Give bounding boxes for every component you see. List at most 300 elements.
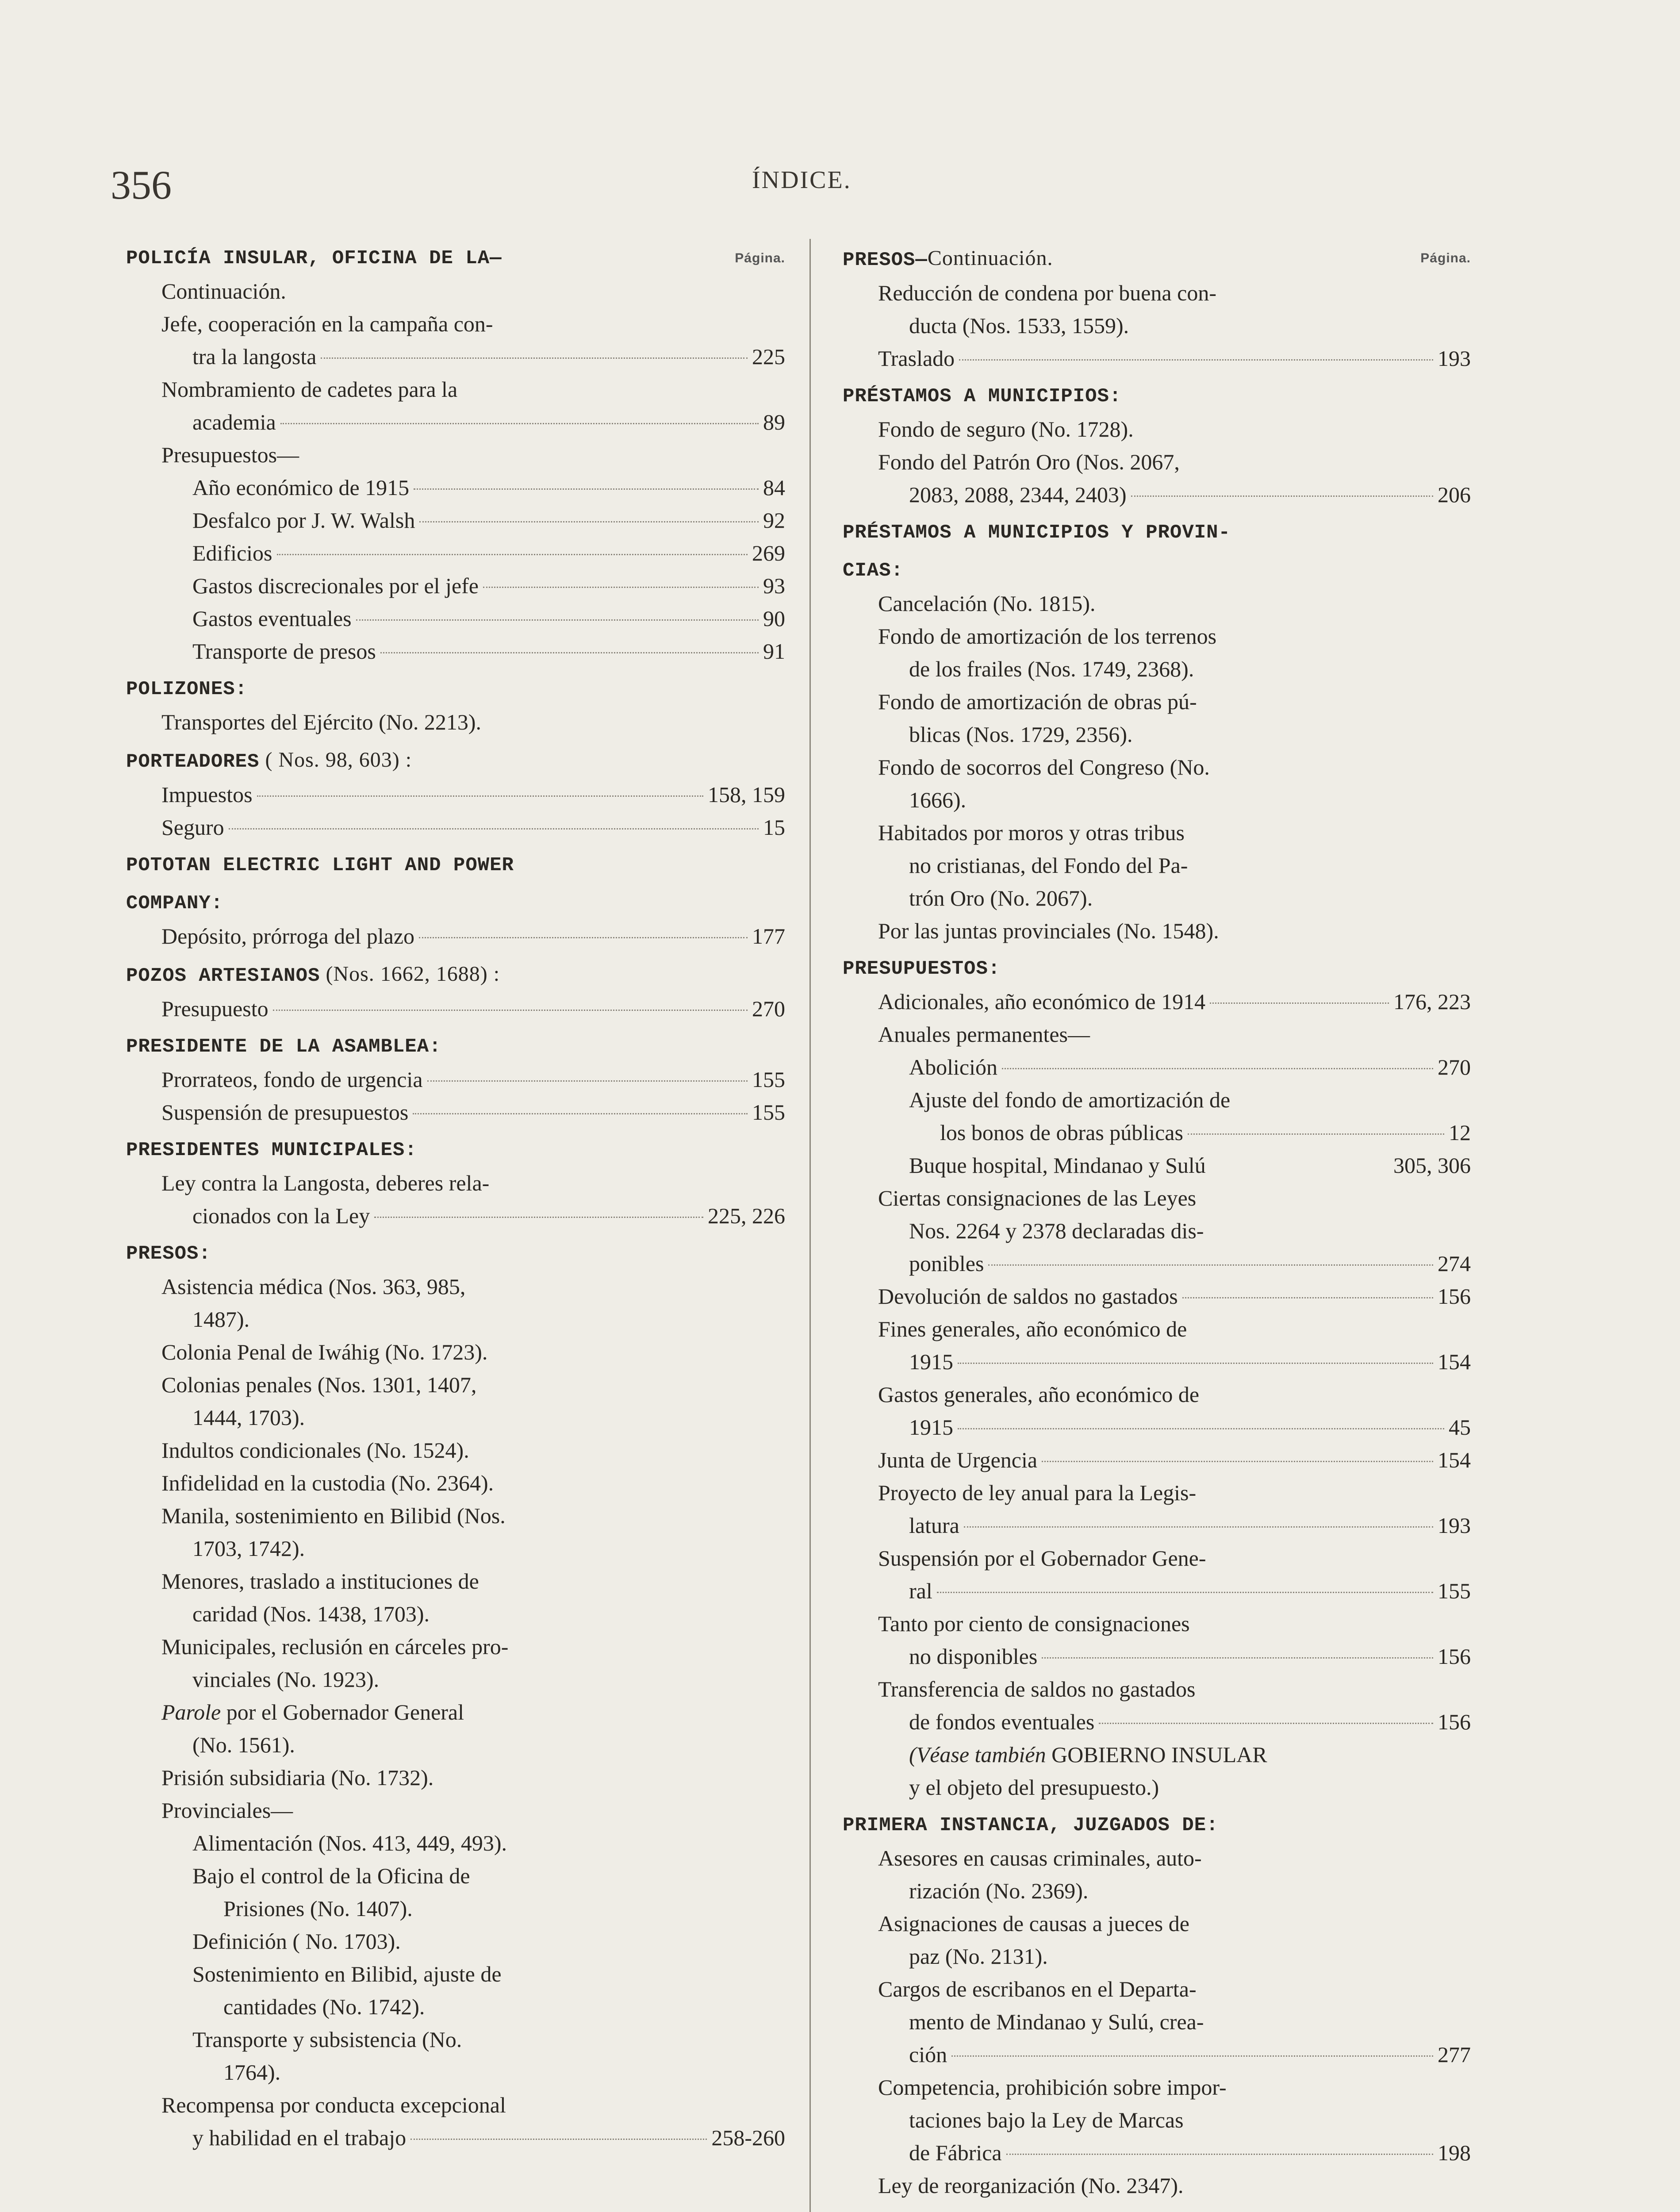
page-reference: 198: [1438, 2140, 1471, 2165]
entry-text: Nombramiento de cadetes para la: [161, 377, 458, 402]
index-subentry: [843, 718, 1471, 751]
entry-text: blicas (Nos. 1729, 2356).: [909, 722, 1133, 747]
index-entry: [843, 478, 1471, 511]
page-reference: 84: [763, 475, 785, 500]
index-subentry: [843, 1673, 1471, 1705]
index-subentry: [843, 1607, 1471, 1640]
index-subentry: [843, 882, 1471, 914]
page-reference: 156: [1438, 1644, 1471, 1669]
entry-text: 1703, 1742).: [192, 1536, 305, 1561]
index-subentry: [126, 1728, 785, 1761]
entry-label: Prorrateos, fondo de urgencia: [161, 1067, 423, 1092]
index-subentry: [843, 2104, 1471, 2136]
index-subentry: [126, 706, 785, 738]
index-heading: [126, 744, 785, 778]
entry-text: Prisiones (No. 1407).: [223, 1896, 413, 1921]
dot-leader: [380, 652, 759, 653]
page-reference: 225, 226: [708, 1203, 785, 1228]
entry-label: Gastos eventuales: [192, 606, 352, 631]
index-subentry: [843, 1771, 1471, 1804]
entry-text: cantidades (No. 1742).: [223, 1994, 425, 2019]
index-subentry: [126, 1958, 785, 1990]
index-subentry: [126, 1303, 785, 1336]
page-reference: 156: [1438, 1709, 1471, 1734]
index-heading: [126, 673, 785, 706]
dot-leader: [1042, 1461, 1433, 1462]
index-entry: [126, 778, 785, 811]
index-subentry: [126, 1598, 785, 1630]
entry-text: Asignaciones de causas a jueces de: [878, 1911, 1189, 1936]
index-subentry: [843, 276, 1471, 309]
index-heading: [126, 849, 785, 882]
index-column-left: [126, 237, 785, 2154]
entry-text: trón Oro (No. 2067).: [909, 886, 1093, 910]
index-subentry: [843, 309, 1471, 342]
dot-leader: [483, 587, 759, 588]
index-subentry: [843, 1378, 1471, 1411]
page-reference: 89: [763, 410, 785, 434]
page-reference: 274: [1438, 1251, 1471, 1276]
index-entry: [843, 985, 1471, 1018]
heading-subtext: ( Nos. 98, 603) :: [259, 748, 412, 772]
dot-leader: [419, 937, 748, 938]
entry-text: Provinciales—: [161, 1798, 293, 1823]
page-column-label: Página.: [1420, 251, 1471, 265]
index-subentry: [126, 1794, 785, 1827]
index-subentry: [843, 1018, 1471, 1051]
index-subentry: [126, 1270, 785, 1303]
index-subentry: [843, 445, 1471, 478]
heading-text: CIAS:: [843, 560, 904, 582]
dot-leader: [410, 2139, 707, 2140]
heading-text: PRIMERA INSTANCIA, JUZGADOS DE:: [843, 1814, 1219, 1836]
index-subentry: [843, 816, 1471, 849]
index-entry: [843, 1345, 1471, 1378]
index-subentry: [843, 783, 1471, 816]
dot-leader: [951, 2055, 1433, 2057]
index-entry: [126, 920, 785, 952]
dot-leader: [419, 521, 759, 522]
entry-text: Fondo de seguro (No. 1728).: [878, 417, 1134, 442]
page-reference: 269: [752, 541, 785, 565]
index-heading: [843, 952, 1471, 985]
page-reference: 15: [763, 815, 785, 840]
index-subentry: [126, 1499, 785, 1532]
entry-text: Indultos condicionales (No. 1524).: [161, 1438, 469, 1463]
entry-text: Infidelidad en la custodia (No. 2364).: [161, 1471, 494, 1495]
entry-text: Ajuste del fondo de amortización de: [909, 1087, 1231, 1112]
entry-text: Transportes del Ejército (No. 2213).: [161, 710, 482, 734]
index-subentry: [126, 1663, 785, 1696]
entry-text: caridad (Nos. 1438, 1703).: [192, 1601, 430, 1626]
page-reference: 154: [1438, 1349, 1471, 1374]
entry-label: latura: [909, 1513, 959, 1538]
index-subentry: [843, 1874, 1471, 1907]
index-heading: [843, 554, 1471, 587]
index-heading: [126, 887, 785, 920]
entry-text: mento de Mindanao y Sulú, crea-: [909, 2009, 1204, 2034]
index-subentry: [126, 1467, 785, 1499]
index-heading: [843, 380, 1471, 413]
entry-label: Edificios: [192, 541, 272, 565]
page-reference: 176, 223: [1393, 989, 1471, 1014]
entry-label: ral: [909, 1578, 932, 1603]
dot-leader: [280, 423, 759, 424]
entry-label: Transporte de presos: [192, 639, 376, 664]
dot-leader: [937, 1592, 1433, 1593]
entry-text: ducta (Nos. 1533, 1559).: [909, 313, 1129, 338]
entry-label: Junta de Urgencia: [878, 1448, 1038, 1472]
dot-leader: [964, 1526, 1433, 1528]
running-head: ÍNDICE.: [752, 166, 852, 194]
index-entry: [843, 1280, 1471, 1313]
index-subentry: [126, 2089, 785, 2121]
index-heading: [843, 242, 1471, 276]
entry-text: taciones bajo la Ley de Marcas: [909, 2108, 1184, 2132]
dot-leader: [273, 1010, 748, 1011]
page-reference: 206: [1438, 482, 1471, 507]
entry-text: 1666).: [909, 787, 967, 812]
page-reference: 158, 159: [708, 782, 785, 807]
entry-text: Fondo de amortización de los terrenos: [878, 624, 1217, 649]
dot-leader: [1006, 2154, 1433, 2155]
dot-leader: [1099, 1723, 1433, 1724]
index-heading: [126, 1030, 785, 1063]
page-reference: 156: [1438, 1284, 1471, 1309]
index-entry: [126, 2121, 785, 2154]
entry-text-rest: por el Gobernador General: [221, 1700, 464, 1724]
heading-text: PORTEADORES: [126, 751, 260, 773]
entry-text: Suspensión por el Gobernador Gene-: [878, 1546, 1206, 1571]
index-heading: [126, 242, 785, 275]
dot-leader: [1042, 1657, 1433, 1659]
entry-text: Colonias penales (Nos. 1301, 1407,: [161, 1372, 477, 1397]
entry-label: ción: [909, 2042, 947, 2067]
index-entry: [126, 471, 785, 504]
entry-text: Manila, sostenimiento en Bilibid (Nos.: [161, 1503, 506, 1528]
page-reference: 270: [1438, 1055, 1471, 1079]
entry-text: Transferencia de saldos no gastados: [878, 1677, 1196, 1701]
index-heading: [126, 958, 785, 992]
entry-text: Por las juntas provinciales (No. 1548).: [878, 918, 1219, 943]
entry-text: (No. 1561).: [192, 1732, 295, 1757]
entry-label: Año económico de 1915: [192, 475, 410, 500]
entry-text: paz (No. 2131).: [909, 1944, 1048, 1969]
index-entry: [843, 2038, 1471, 2071]
entry-text: 1487).: [192, 1307, 250, 1332]
index-subentry: [126, 1859, 785, 1892]
index-subentry: [843, 1476, 1471, 1509]
index-entry: [126, 602, 785, 635]
dot-leader: [229, 828, 759, 830]
heading-text: PRÉSTAMOS A MUNICIPIOS:: [843, 385, 1122, 407]
entry-text: Recompensa por conducta excepcional: [161, 2093, 506, 2117]
index-subentry: [843, 620, 1471, 653]
dot-leader: [988, 1264, 1433, 1266]
index-entry: [843, 1575, 1471, 1607]
entry-text: (Véase también: [909, 1742, 1046, 1767]
entry-label: no disponibles: [909, 1644, 1038, 1669]
entry-text: Municipales, reclusión en cárceles pro-: [161, 1634, 509, 1659]
entry-label: cionados con la Ley: [192, 1203, 370, 1228]
entry-label: de fondos eventuales: [909, 1709, 1095, 1734]
page-reference: 91: [763, 639, 785, 664]
dot-leader: [1210, 1002, 1389, 1004]
entry-text: de los frailes (Nos. 1749, 2368).: [909, 657, 1194, 681]
heading-text: PRESOS—: [843, 249, 928, 271]
index-subentry: [126, 1565, 785, 1598]
index-entry: [126, 811, 785, 844]
index-entry: [843, 1149, 1471, 1182]
entry-text: Fondo de socorros del Congreso (No.: [878, 755, 1210, 780]
index-entry: [843, 1411, 1471, 1444]
entry-label: 1915: [909, 1415, 953, 1440]
dot-leader: [277, 554, 748, 555]
entry-text: Ley de reorganización (No. 2347).: [878, 2173, 1184, 2198]
page-reference: 12: [1449, 1120, 1471, 1145]
index-subentry: [843, 1973, 1471, 2005]
index-subentry: [126, 1925, 785, 1958]
index-subentry: [126, 1761, 785, 1794]
entry-label: tra la langosta: [192, 344, 317, 369]
index-subentry: [126, 438, 785, 471]
entry-label: Suspensión de presupuestos: [161, 1100, 409, 1125]
index-entry: [126, 504, 785, 537]
heading-text: POZOS ARTESIANOS: [126, 965, 320, 987]
entry-label: Seguro: [161, 815, 224, 840]
index-subentry: [126, 2023, 785, 2056]
entry-label: Desfalco por J. W. Walsh: [192, 508, 415, 533]
entry-text: Parole: [161, 1700, 221, 1724]
index-subentry: [843, 914, 1471, 947]
index-subentry: [126, 275, 785, 307]
index-entry: [126, 1096, 785, 1129]
heading-text: COMPANY:: [126, 892, 223, 914]
index-subentry: [843, 2005, 1471, 2038]
index-subentry: [843, 1313, 1471, 1345]
index-entry: [843, 1444, 1471, 1476]
index-subentry: [126, 1630, 785, 1663]
index-entry: [126, 340, 785, 373]
index-subentry: [126, 1336, 785, 1368]
index-subentry: [843, 413, 1471, 445]
index-subentry: [126, 1892, 785, 1925]
heading-text: POTOTAN ELECTRIC LIGHT AND POWER: [126, 854, 514, 876]
heading-text: POLIZONES:: [126, 678, 248, 700]
dot-leader: [413, 1113, 748, 1114]
entry-label: 1915: [909, 1349, 953, 1374]
dot-leader: [427, 1080, 748, 1082]
index-subentry: [126, 1532, 785, 1565]
entry-label: Gastos discrecionales por el jefe: [192, 573, 479, 598]
entry-text-rest: GOBIERNO INSULAR: [1046, 1742, 1267, 1767]
index-heading: [126, 1237, 785, 1270]
entry-text: Gastos generales, año económico de: [878, 1382, 1200, 1407]
entry-label: Abolición: [909, 1055, 997, 1079]
entry-text: Reducción de condena por buena con-: [878, 280, 1216, 305]
entry-text: rización (No. 2369).: [909, 1878, 1089, 1903]
page-number: 356: [111, 162, 172, 207]
heading-text: PRESIDENTES MUNICIPALES:: [126, 1139, 417, 1161]
entry-text: Tanto por ciento de consignaciones: [878, 1611, 1190, 1636]
entry-text: Competencia, prohibición sobre impor-: [878, 2075, 1227, 2100]
entry-text: Fondo de amortización de obras pú-: [878, 689, 1197, 714]
index-entry: [843, 2136, 1471, 2169]
entry-text: Fines generales, año económico de: [878, 1317, 1187, 1341]
entry-text: Presupuestos—: [161, 442, 299, 467]
index-entry: [843, 1116, 1471, 1149]
entry-text: Continuación.: [161, 279, 286, 303]
index-entry: [126, 406, 785, 438]
entry-text: Cancelación (No. 1815).: [878, 591, 1096, 616]
page-reference: 193: [1438, 346, 1471, 371]
page-reference: 305, 306: [1393, 1153, 1471, 1178]
page-reference: 177: [752, 924, 785, 949]
index-subentry: [843, 1542, 1471, 1575]
index-entry: [843, 1705, 1471, 1738]
entry-text: Asistencia médica (Nos. 363, 985,: [161, 1274, 466, 1299]
entry-text: Jefe, cooperación en la campaña con-: [161, 311, 493, 336]
entry-text: Sostenimiento en Bilibid, ajuste de: [192, 1962, 502, 1986]
dot-leader: [414, 488, 759, 490]
index-subentry: [126, 1167, 785, 1199]
index-subentry: [126, 2056, 785, 2089]
page-reference: 90: [763, 606, 785, 631]
index-subentry: [126, 373, 785, 406]
index-heading: [843, 516, 1471, 549]
index-entry: [843, 1640, 1471, 1673]
entry-text: vinciales (No. 1923).: [192, 1667, 380, 1692]
index-subentry: [843, 2169, 1471, 2202]
entry-label: academia: [192, 410, 276, 434]
entry-text: Menores, traslado a instituciones de: [161, 1569, 479, 1594]
index-subentry: [126, 1990, 785, 2023]
index-entry: [126, 992, 785, 1025]
entry-label: Depósito, prórroga del plazo: [161, 924, 415, 949]
page-reference: 270: [752, 996, 785, 1021]
entry-label: ponibles: [909, 1251, 984, 1276]
heading-subtext: (Nos. 1662, 1688) :: [320, 962, 500, 986]
index-subentry: [126, 1368, 785, 1401]
entry-label: de Fábrica: [909, 2140, 1002, 2165]
dot-leader: [1131, 495, 1433, 497]
entry-text: Proyecto de ley anual para la Legis-: [878, 1480, 1197, 1505]
heading-text: PRÉSTAMOS A MUNICIPIOS Y PROVIN-: [843, 522, 1231, 544]
entry-label: Devolución de saldos no gastados: [878, 1284, 1178, 1309]
entry-text: 1764).: [223, 2060, 281, 2085]
dot-leader: [1182, 1297, 1433, 1298]
entry-text: Bajo el control de la Oficina de: [192, 1863, 470, 1888]
index-heading: [126, 1134, 785, 1167]
index-subentry: [843, 587, 1471, 620]
index-entry: [126, 537, 785, 569]
page-reference: 225: [752, 344, 785, 369]
dot-leader: [257, 795, 703, 797]
dot-leader: [958, 1428, 1444, 1429]
entry-text: Transporte y subsistencia (No.: [192, 2027, 462, 2052]
index-entry: [126, 635, 785, 668]
dot-leader: [959, 359, 1433, 361]
page-column-label: Página.: [735, 251, 785, 265]
index-subentry: [126, 1827, 785, 1859]
index-subentry: [843, 2071, 1471, 2104]
index-entry: [843, 1051, 1471, 1083]
index-entry: [843, 1509, 1471, 1542]
index-entry: [126, 1199, 785, 1232]
index-subentry: [843, 1182, 1471, 1214]
dot-leader: [321, 357, 748, 359]
heading-text: POLICÍA INSULAR, OFICINA DE LA—: [126, 247, 502, 269]
index-subentry: [843, 1214, 1471, 1247]
index-entry: [843, 342, 1471, 375]
index-subentry: [843, 751, 1471, 783]
page-reference: 45: [1449, 1415, 1471, 1440]
dot-leader: [356, 619, 759, 621]
entry-text: Definición ( No. 1703).: [192, 1929, 401, 1954]
index-subentry: [843, 849, 1471, 882]
dot-leader: [1188, 1133, 1444, 1135]
entry-label: Buque hospital, Mindanao y Sulú: [909, 1153, 1206, 1178]
index-subentry: [126, 1696, 785, 1728]
index-entry: [126, 569, 785, 602]
heading-text: PRESIDENTE DE LA ASAMBLEA:: [126, 1036, 441, 1058]
heading-subtext: Continuación.: [927, 246, 1053, 270]
page-reference: 155: [1438, 1578, 1471, 1603]
heading-text: PRESUPUESTOS:: [843, 958, 1001, 980]
dot-leader: [958, 1363, 1433, 1364]
dot-leader: [1002, 1068, 1433, 1069]
entry-label: 2083, 2088, 2344, 2403): [909, 482, 1127, 507]
index-subentry: [843, 1738, 1471, 1771]
page-reference: 154: [1438, 1448, 1471, 1472]
index-subentry: [843, 1842, 1471, 1874]
index-entry: [843, 1247, 1471, 1280]
page-reference: 155: [752, 1067, 785, 1092]
page-reference: 92: [763, 508, 785, 533]
heading-text: PRESOS:: [126, 1243, 211, 1265]
index-heading: [843, 1809, 1471, 1842]
index-entry: [126, 1063, 785, 1096]
entry-text: Colonia Penal de Iwáhig (No. 1723).: [161, 1340, 488, 1364]
index-subentry: [126, 1401, 785, 1434]
entry-label: y habilidad en el trabajo: [192, 2125, 407, 2150]
index-subentry: [126, 1434, 785, 1467]
entry-text: Prisión subsidiaria (No. 1732).: [161, 1765, 434, 1790]
entry-label: Presupuesto: [161, 996, 268, 1021]
dot-leader: [374, 1217, 703, 1218]
entry-text: 1444, 1703).: [192, 1405, 305, 1430]
entry-text: no cristianas, del Fondo del Pa-: [909, 853, 1188, 878]
index-subentry: [843, 1083, 1471, 1116]
entry-text: Anuales permanentes—: [878, 1022, 1090, 1047]
entry-label: Adicionales, año económico de 1914: [878, 989, 1206, 1014]
entry-text: Ley contra la Langosta, deberes rela-: [161, 1171, 490, 1195]
entry-text: Habitados por moros y otras tribus: [878, 820, 1185, 845]
index-subentry: [843, 1940, 1471, 1973]
entry-text: Alimentación (Nos. 413, 449, 493).: [192, 1831, 507, 1855]
entry-text: Nos. 2264 y 2378 declaradas dis-: [909, 1218, 1204, 1243]
index-subentry: [843, 1907, 1471, 1940]
entry-text: Ciertas consignaciones de las Leyes: [878, 1186, 1197, 1210]
page-reference: 155: [752, 1100, 785, 1125]
column-divider: [809, 239, 811, 2212]
entry-label: Impuestos: [161, 782, 253, 807]
index-column-right: [843, 237, 1471, 2202]
index-subentry: [843, 653, 1471, 685]
page-reference: 258-260: [711, 2125, 785, 2150]
index-subentry: [843, 685, 1471, 718]
entry-label: los bonos de obras públicas: [940, 1120, 1183, 1145]
